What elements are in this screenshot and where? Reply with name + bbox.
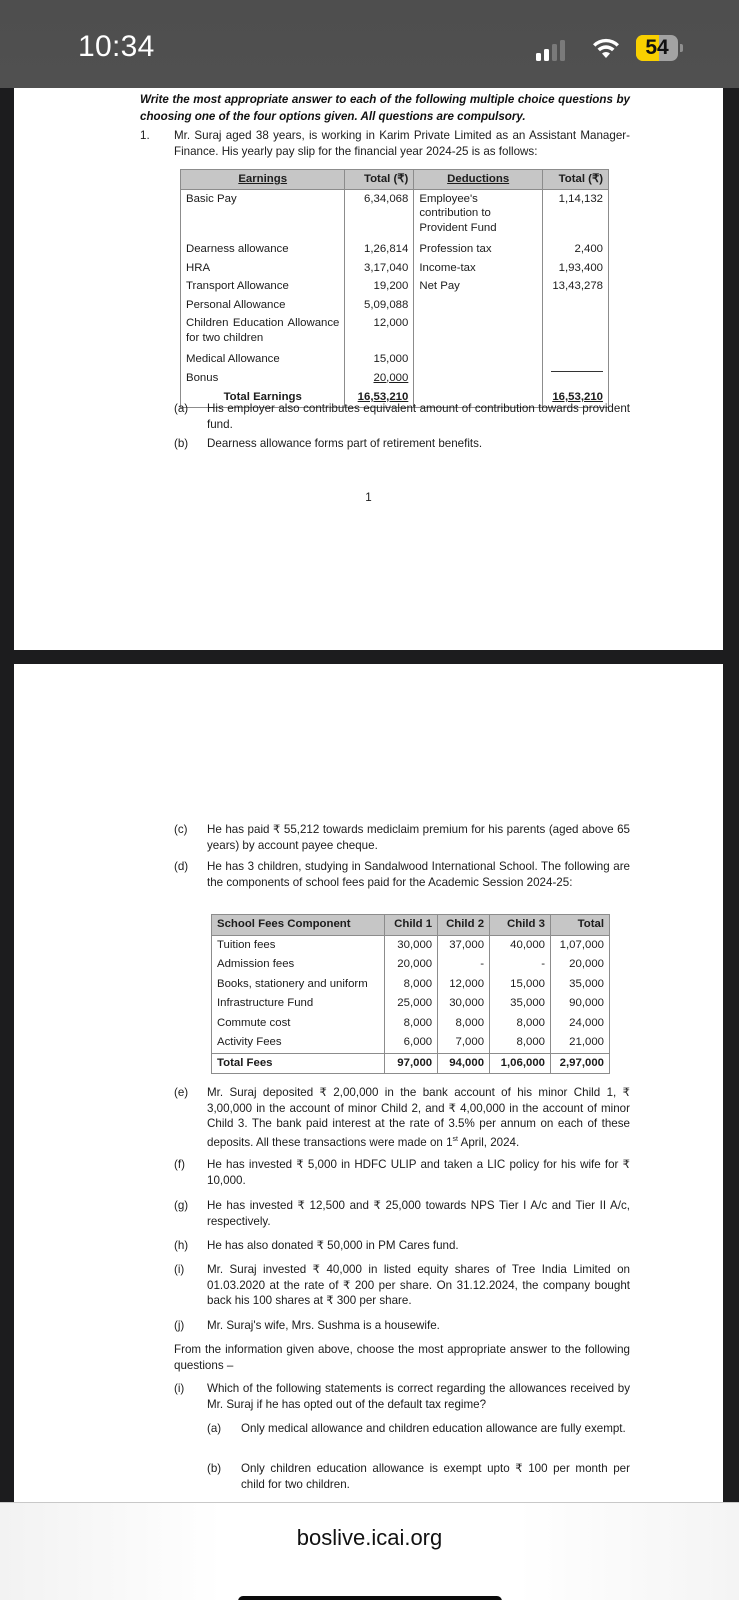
- note-text: Mr. Suraj invested ₹ 40,000 in listed equity shares of Tree India Limited on 01.03.2020 at the rate of ₹ 200 per share. On 31.12.2024, the company bought back his 100 shares at ₹ 300 per share.: [207, 1263, 630, 1308]
- header-deductions-total: Total (₹): [543, 170, 609, 190]
- instruction-text: From the information given above, choose the most appropriate answer to the following questions –: [174, 1343, 630, 1372]
- note-label: (c): [174, 823, 188, 836]
- sum-line: [551, 371, 603, 387]
- status-bar: [0, 0, 739, 88]
- note-text: Dearness allowance forms part of retirement benefits.: [207, 437, 483, 450]
- question-number: 1.: [140, 129, 150, 142]
- address-bar-url[interactable]: boslive.icai.org: [296, 1525, 443, 1550]
- instructions: Write the most appropriate answer to each of the following multiple choice questions by choosing one of the four options given. All questions are compulsory.: [140, 93, 630, 123]
- table-row: Activity Fees 6,000 7,000 8,000 21,000: [212, 1033, 610, 1053]
- note-text: He has 3 children, studying in Sandalwood International School. The following are the components of school fees paid for the Academic Session 2024-25:: [207, 860, 630, 889]
- question-text: Mr. Suraj aged 38 years, is working in Karim Private Limited as an Assistant Manager-Finance. His yearly pay slip for the financial year 2024-25 is as follows:: [174, 129, 630, 158]
- note-label: (g): [174, 1199, 189, 1212]
- sub-question-label: (i): [174, 1382, 185, 1395]
- note-text: Mr. Suraj deposited ₹ 2,00,000 in the bank account of his minor Child 1, ₹ 3,00,000 in the account of minor Child 2, and ₹ 4,00,000 in the account of minor Child 3. The bank paid interest at the rate of 3.5% per annum on each of these deposits. All these transactions were made on 1st April, 2024.: [207, 1086, 630, 1149]
- total-row: Total Earnings 16,53,210 16,53,210: [181, 388, 609, 407]
- fees-header: School Fees Component Child 1 Child 2 Child 3 Total: [212, 915, 610, 936]
- note-label: (a): [174, 402, 189, 415]
- note-text: He has paid ₹ 55,212 towards mediclaim premium for his parents (aged above 65 years) by account payee cheque.: [207, 823, 630, 852]
- total-row: Total Fees 97,000 94,000 1,06,000 2,97,000: [212, 1053, 610, 1074]
- note-text: His employer also contributes equivalent amount of contribution towards provident fund.: [207, 402, 630, 431]
- battery-icon: [636, 35, 678, 61]
- browser-bottom-bar: [0, 1502, 739, 1600]
- table-row: Dearness allowance 1,26,814 Profession tax 2,400: [181, 240, 609, 259]
- option-label: (b): [207, 1462, 222, 1475]
- pdf-page-1: [14, 88, 723, 650]
- status-time: 10:34: [78, 30, 155, 63]
- wifi-icon: [592, 36, 620, 60]
- note-label: (d): [174, 860, 189, 873]
- table-row: Books, stationery and uniform 8,000 12,000 15,000 35,000: [212, 975, 610, 995]
- note-label: (f): [174, 1158, 185, 1171]
- option-label: (a): [207, 1422, 222, 1435]
- note-text: He has invested ₹ 5,000 in HDFC ULIP and taken a LIC policy for his wife for ₹ 10,000.: [207, 1158, 630, 1187]
- table-row: Personal Allowance 5,09,088: [181, 296, 609, 315]
- table-row: Infrastructure Fund 25,000 30,000 35,000 90,000: [212, 994, 610, 1014]
- cellular-signal-icon: [536, 39, 570, 61]
- table-row: Bonus 20,000: [181, 369, 609, 389]
- home-indicator[interactable]: [238, 1596, 502, 1600]
- note-text: He has invested ₹ 12,500 and ₹ 25,000 towards NPS Tier I A/c and Tier II A/c, respectively.: [207, 1199, 630, 1228]
- table-row: Transport Allowance 19,200 Net Pay 13,43,278: [181, 277, 609, 296]
- note-label: (i): [174, 1263, 185, 1276]
- note-label: (e): [174, 1086, 189, 1099]
- table-row: Tuition fees 30,000 37,000 40,000 1,07,000: [212, 935, 610, 955]
- payslip-table: [180, 169, 609, 408]
- note-label: (b): [174, 437, 189, 450]
- option-b[interactable]: Only children education allowance is exempt upto ₹ 100 per month per child for two children.: [241, 1462, 630, 1491]
- table-row: Admission fees 20,000 - - 20,000: [212, 955, 610, 975]
- header-earnings: Earnings: [181, 170, 345, 190]
- sub-question-text: Which of the following statements is correct regarding the allowances received by Mr. Suraj if he has opted out of the default tax regime?: [207, 1382, 630, 1411]
- school-fees-table: [211, 914, 610, 1074]
- option-a[interactable]: Only medical allowance and children education allowance are fully exempt.: [241, 1422, 626, 1435]
- battery-tip: [680, 44, 683, 52]
- page-number: 1: [365, 491, 372, 504]
- pdf-page-2: [14, 664, 723, 1502]
- table-row: Medical Allowance 15,000: [181, 350, 609, 369]
- header-deductions: Deductions: [414, 170, 543, 190]
- table-row: Commute cost 8,000 8,000 8,000 24,000: [212, 1014, 610, 1034]
- note-label: (h): [174, 1239, 189, 1252]
- payslip-header: [181, 170, 609, 190]
- battery-level: 54: [645, 36, 669, 59]
- note-label: (j): [174, 1319, 185, 1332]
- note-text: Mr. Suraj's wife, Mrs. Sushma is a housewife.: [207, 1319, 440, 1332]
- table-row: Basic Pay 6,34,068 Employee's contribution to Provident Fund 1,14,132: [181, 189, 609, 240]
- header-earnings-total: Total (₹): [345, 170, 414, 190]
- note-text: He has also donated ₹ 50,000 in PM Cares fund.: [207, 1239, 459, 1252]
- table-row: Children Education Allowance for two children 12,000: [181, 314, 609, 350]
- table-row: HRA 3,17,040 Income-tax 1,93,400: [181, 259, 609, 278]
